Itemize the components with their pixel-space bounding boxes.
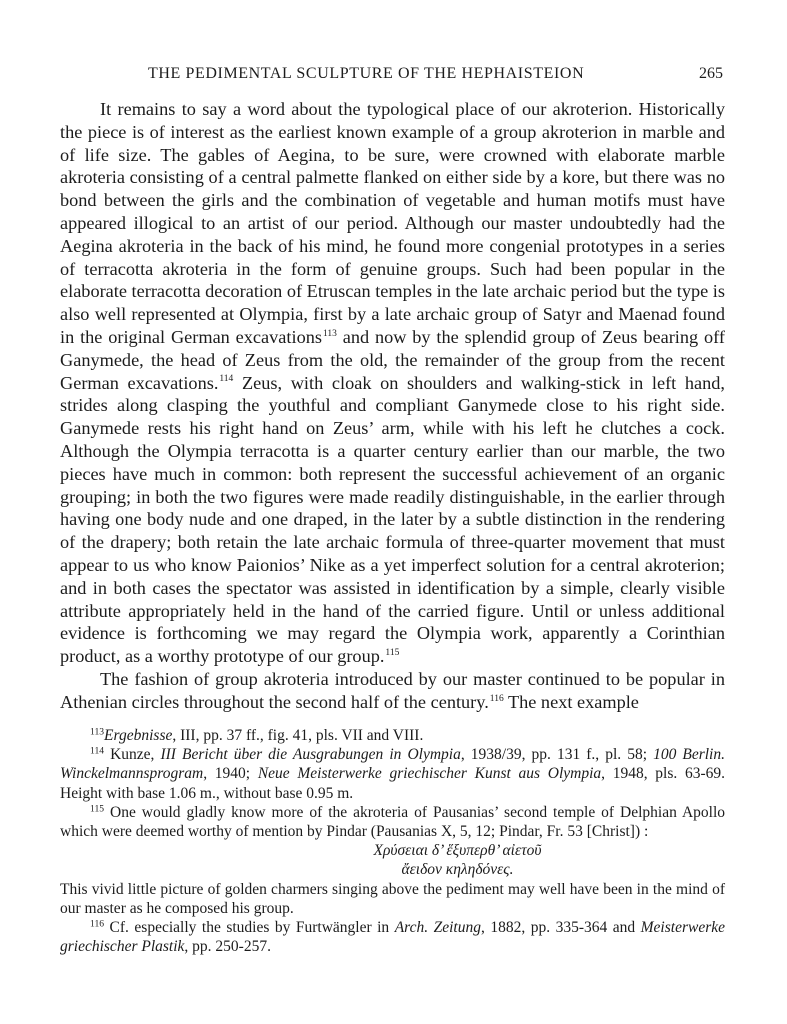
footnote-ref-114: 114: [219, 374, 234, 385]
greek-quote-line-2: ἄειδον κηληδόνες.: [401, 861, 514, 879]
paragraph-1-part-b: and now by the splendid group of Zeus bearing off Ganymede, the head of Zeus from the old, the remainder of the group from the recent German excavations.: [60, 326, 725, 393]
footnote-ref-115: 115: [385, 648, 400, 658]
footnote-115-continuation: This vivid little picture of golden charmers singing above the pediment may well have been in the mind of our master as he composed his group.: [60, 880, 725, 917]
footnote-113-text: , III, pp. 37 ff., fig. 41, pls. VII and VIII.: [172, 727, 424, 744]
footnote-116-title-a: Arch. Zeitung: [394, 919, 481, 937]
footnote-115-number: 115: [90, 803, 105, 815]
footnote-115: [60, 803, 725, 841]
footnote-114-title-b: 100 Berlin. Winckelmannsprogram: [60, 746, 725, 783]
paragraph-1: [60, 98, 725, 668]
footnote-116-title-b: Meisterwerke griechischer Plastik: [60, 919, 725, 956]
footnote-ref-116: 116: [489, 693, 504, 704]
footnote-114-title-c: Neue Meisterwerke griechischer Kunst aus Olympia: [257, 765, 602, 783]
footnote-116-text-a: Cf. especially the studies by Furtwängler in: [104, 919, 395, 937]
footnote-114-text-a: Kunze,: [104, 746, 161, 764]
page-number: 265: [699, 65, 723, 82]
footnote-116: [60, 918, 725, 956]
running-title: THE PEDIMENTAL SCULPTURE OF THE HEPHAISTEION: [148, 65, 585, 82]
main-text: [60, 98, 725, 714]
footnote-114-text-d: , 1948, pls. 63-69. Height with base 1.06 m., without base 0.95 m.: [60, 765, 726, 802]
paragraph-2-part-a: The fashion of group akroteria introduced by our master continued to be popular in Athenian circles throughout the second half of the century.: [60, 668, 725, 712]
footnote-114: [60, 745, 725, 803]
greek-quote-line-1: Χρύσειαι δ’ ἕξυπερθ’ αἰετοῦ: [373, 842, 542, 860]
footnote-116-number: 116: [90, 918, 105, 930]
footnote-114-text-b: , 1938/39, pp. 131 f., pl. 58;: [460, 746, 654, 764]
footnote-ref-113: 113: [322, 328, 337, 339]
paragraph-2: [60, 668, 725, 714]
footnotes: [60, 726, 725, 956]
footnote-114-number: 114: [90, 745, 105, 757]
paragraph-1-part-a: It remains to say a word about the typological place of our akroterion. Historically the piece is of interest as the earliest known example of a group akroterion in marble and of life size. The gables of Aegina, to be sure, were crowned with elaborate marble akroteria consisting of a central palmette flanked on either side by a kore, but there was no bond between the girls and the combination of vegetable and human motifs must have appeared illogical to an artist of our period. Although our master undoubtedly had the Aegina akroteria in the back of his mind, he found more congenial prototypes in a series of terracotta akroteria in the form of genuine groups. Such had been popular in the elaborate terracotta decoration of Etruscan temples in the late archaic period but the type is also well represented at Olympia, first by a late archaic group of Satyr and Maenad found in the original German excavations: [60, 99, 725, 347]
paragraph-2-part-b: The next example: [503, 691, 639, 712]
footnote-115-text: One would gladly know more of the akroteria of Pausanias’ second temple of Delphian Apollo which were deemed worthy of mention by Pindar (Pausanias X, 5, 12; Pindar, Fr. 53 [Christ]) :: [60, 803, 725, 841]
footnote-113-number: 113: [90, 726, 105, 738]
footnote-116-text-c: , pp. 250-257.: [184, 938, 271, 956]
paragraph-1-part-c: Zeus, with cloak on shoulders and walking-stick in left hand, strides along clasping the youthful and compliant Ganymede close to his right side. Ganymede rests his right hand on Zeus’ arm, while with his left he clutches a cock. Although the Olympia terracotta is a quarter century earlier than our marble, the two pieces have much in common: both represent the successful achievement of an organic grouping; in both the two figures were made readily distinguishable, in the earlier through having one body nude and one draped, in the later by a subtle distinction in the rendering of the drapery; both retain the late archaic formula of three-quarter movement that must appear to us who know Paionios’ Nike as a yet imperfect solution for a central akroterion; and in both cases the spectator was assisted in identification by a simple, clearly visible attribute appropriately held in the hand of the carried figure. Until or unless additional evidence is forthcoming we may regard the Olympia work, apparently a Corinthian product, as a worthy prototype of our group.: [60, 372, 725, 667]
footnote-113: [60, 726, 725, 745]
footnote-114-text-c: , 1940;: [203, 765, 258, 783]
footnote-113-title: Ergebnisse: [104, 727, 173, 744]
footnote-116-text-b: , 1882, pp. 335-364 and: [480, 919, 641, 937]
footnote-114-title-a: III Bericht über die Ausgrabungen in Olympia: [160, 746, 461, 764]
